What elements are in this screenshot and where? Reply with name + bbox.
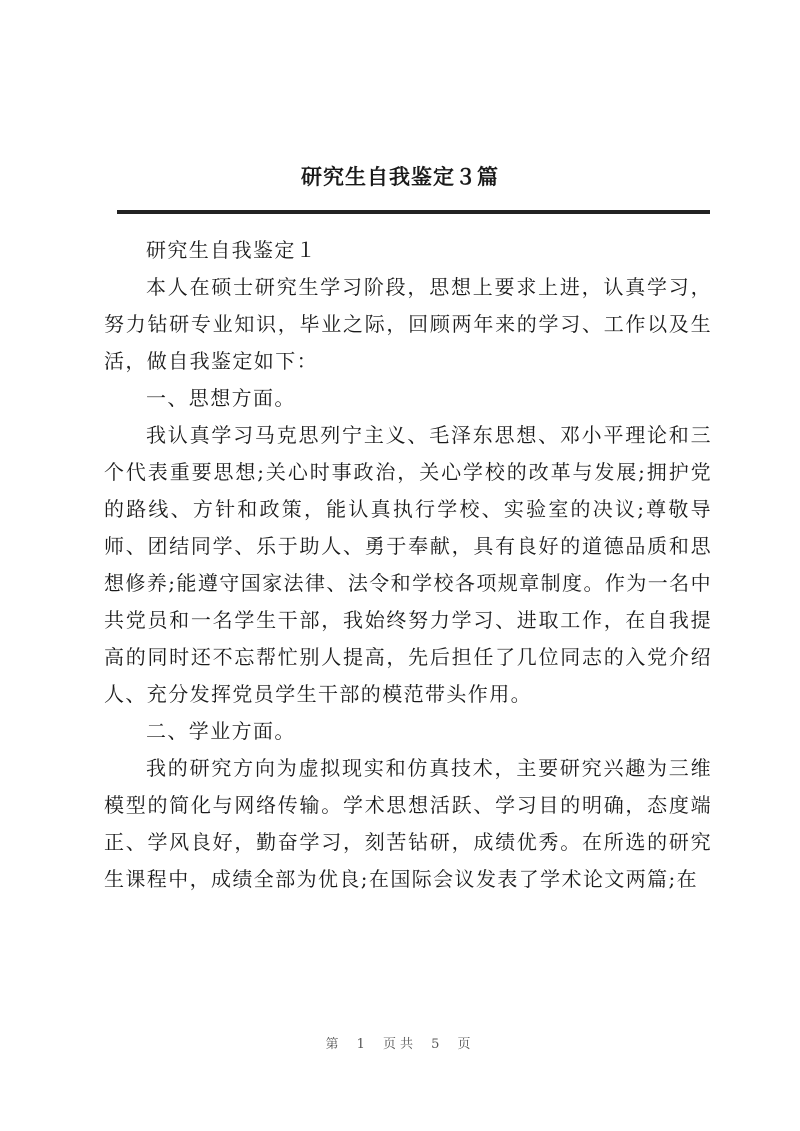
paragraph-ideology: 我认真学习马克思列宁主义、毛泽东思想、邓小平理论和三个代表重要思想;关心时事政治，关心学校的改革与发展;拥护党的路线、方针和政策，能认真执行学校、实验室的决议;尊敬导师、团结同学、乐于助人、勇于奉献，具有良好的道德品质和思想修养;能遵守国家法律、法令和学校各项规章制度。作为一名中共党员和一名学生干部，我始终努力学习、进取工作，在自我提高的同时还不忘帮忙别人提高，先后担任了几位同志的入党介绍人、充分发挥党员学生干部的模范带头作用。 — [104, 423, 712, 706]
heading-ideology: 一、思想方面。 — [146, 386, 296, 410]
document-body — [104, 232, 712, 898]
paragraph-academics: 我的研究方向为虚拟现实和仿真技术，主要研究兴趣为三维模型的简化与网络传输。学术思想活跃、学习目的明确，态度端正、学风良好，勤奋学习，刻苦钻研，成绩优秀。在所选的研究生课程中，成绩全部为优良;在国际会议发表了学术论文两篇;在 — [104, 756, 712, 891]
document-title: 研究生自我鉴定３篇 — [301, 164, 499, 189]
page-footer: 第 1 页共 5 页 — [325, 1037, 475, 1052]
section-title: 研究生自我鉴定１ — [146, 238, 318, 262]
intro-paragraph: 本人在硕士研究生学习阶段，思想上要求上进，认真学习，努力钻研专业知识，毕业之际，回顾两年来的学习、工作以及生活，做自我鉴定如下： — [104, 275, 712, 373]
heading-academics: 二、学业方面。 — [146, 719, 296, 743]
title-divider — [117, 210, 710, 214]
